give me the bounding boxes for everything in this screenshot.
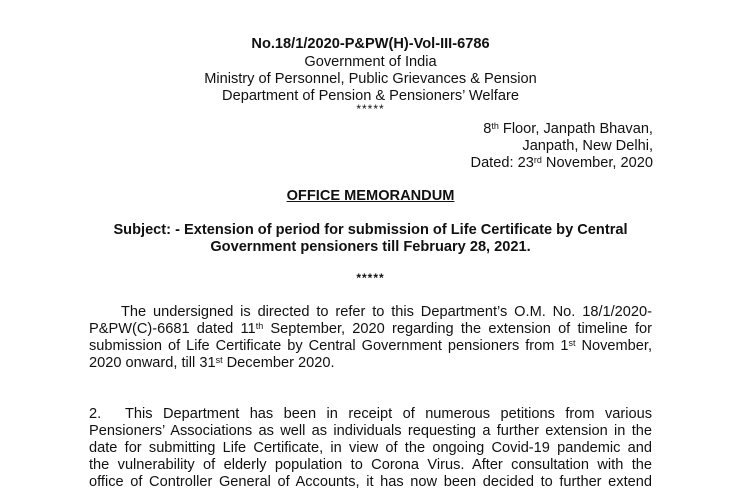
government-line: Government of India	[304, 54, 437, 70]
address-city: Janpath, New Delhi,	[522, 138, 653, 154]
memo-title: OFFICE MEMORANDUM	[286, 188, 455, 204]
address-floor: 8th Floor, Janpath Bhavan,	[483, 121, 653, 137]
para1-line-4: 2020 onward, till 31st December 2020.	[89, 355, 335, 371]
header-stars: *****	[356, 102, 385, 116]
department-line: Department of Pension & Pensioners’ Welfare	[222, 88, 519, 104]
para2-line-3: date for submitting Life Certificate, in view of the ongoing Covid-19 pandemic and	[89, 440, 652, 456]
para2-line-4: the vulnerability of elderly population to Corona Virus. After consultation with the	[89, 457, 652, 473]
ministry-line: Ministry of Personnel, Public Grievances & Pension	[204, 71, 537, 87]
divider-stars: *****	[356, 271, 385, 285]
para2-number: 2.	[89, 406, 102, 422]
para1-line-2: P&PW(C)-6681 dated 11th September, 2020 regarding the extension of timeline for	[89, 321, 652, 337]
subject-line-1: Subject: - Extension of period for submission of Life Certificate by Central	[113, 222, 628, 238]
para1-line-1: The undersigned is directed to refer to this Department’s O.M. No. 18/1/2020-	[121, 304, 652, 320]
para2-line-5: office of Controller General of Accounts, it has now been decided to further extend	[89, 474, 652, 490]
para2-line-1: 2. This Department has been in receipt of numerous petitions from various	[89, 406, 652, 422]
subject-line-2: Government pensioners till February 28, 2021.	[210, 239, 531, 255]
para2-line-2: Pensioners’ Associations as well as individuals requesting a further extension in the	[89, 423, 652, 439]
file-number: No.18/1/2020-P&PW(H)-Vol-III-6786	[251, 36, 490, 52]
para1-line-3: submission of Life Certificate by Central Government pensioners from 1st November,	[89, 338, 653, 354]
memo-date: Dated: 23rd November, 2020	[470, 155, 653, 171]
